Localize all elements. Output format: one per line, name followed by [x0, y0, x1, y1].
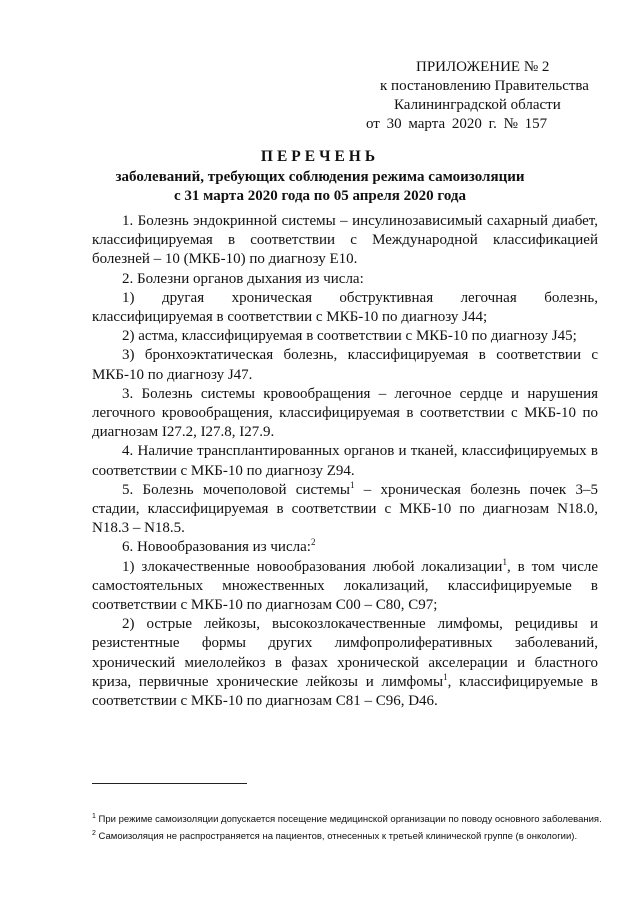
- item-5-text-a: 5. Болезнь мочеполовой системы: [122, 481, 350, 498]
- footnote-1-text: При режиме самоизоляции допускается посещение медицинской организации по поводу основного заболевания.: [95, 814, 602, 826]
- appendix-resolution: к постановлению Правительства: [380, 78, 589, 94]
- item-6-text: 6. Новообразования из числа:: [122, 539, 311, 556]
- item-5: [92, 481, 598, 539]
- item-6-1: [92, 558, 598, 616]
- document-subtitle: [0, 168, 640, 206]
- item-6: [92, 538, 598, 557]
- footnote-divider: [92, 783, 247, 784]
- item-4: 4. Наличие трансплантированных органов и тканей, классифицируемых в соответствии с МКБ-10 по диагнозу Z94.: [92, 443, 598, 479]
- item-2-1: 1) другая хроническая обструктивная легочная болезнь, классифицируемая в соответствии с МКБ-10 по диагнозу J44;: [92, 289, 598, 326]
- item-2-2: 2) астма, классифицируемая в соответствии с МКБ-10 по диагнозу J45;: [122, 328, 577, 345]
- footnote-ref: 1: [443, 671, 448, 682]
- footnote-1: [92, 811, 602, 827]
- footnote-2: [92, 828, 602, 844]
- document-title: ПЕРЕЧЕНЬ: [260, 148, 380, 165]
- appendix-region: Калининградской области: [394, 97, 561, 113]
- footnote-ref: 1: [349, 479, 355, 490]
- item-3: 3. Болезнь системы кровообращения – легочное сердце и нарушения легочного кровообращения, классифицируемая в соответствии с МКБ-10 по диагнозам I27.2, I27.8, I27.9.: [92, 385, 598, 441]
- footnote-ref: 2: [310, 537, 316, 548]
- item-6-2-text-b: , классифицируемые в соответствии с МКБ-10 по диагнозам С81 – С96, D46.: [92, 673, 599, 710]
- footnote-ref: 1: [502, 556, 507, 567]
- subtitle-line-2: с 31 марта 2020 года по 05 апреля 2020 года: [173, 188, 467, 204]
- item-6-1-text-a: 1) злокачественные новообразования любой локализации: [122, 558, 503, 575]
- footnote-1-mark: 1: [92, 813, 96, 820]
- appendix-date: от 30 марта 2020 г. № 157: [366, 116, 548, 132]
- subtitle-line-1: заболеваний, требующих соблюдения режима самоизоляции: [115, 169, 525, 185]
- footnote-2-text: Самоизоляция не распространяется на пациентов, отнесенных к третьей клинической группе (в онкологии).: [95, 830, 578, 842]
- appendix-header: [360, 58, 610, 134]
- document-body: [92, 212, 598, 711]
- appendix-number: ПРИЛОЖЕНИЕ № 2: [416, 59, 550, 75]
- item-6-2: [92, 615, 598, 711]
- item-2-3: 3) бронхоэктатическая болезнь, классифицируемая в соответствии с МКБ-10 по диагнозу J47.: [92, 347, 598, 383]
- item-6-2-text-a: 2) острые лейкозы, высокозлокачественные лимфомы, рецидивы и резистентные формы других лимфопролиферативных заболеваний, хронический миелолейкоз в фазах хронической акселерации и бластного криза, первичные хронические лейкозы и лимфомы: [92, 616, 598, 690]
- item-2: 2. Болезни органов дыхания из числа:: [122, 270, 364, 287]
- footnotes: [92, 811, 602, 843]
- item-5-text-b: – хроническая болезнь почек 3–5 стадии, классифицируемая в соответствии с МКБ-10 по диагнозам N18.0, N18.3 – N18.5.: [92, 481, 598, 537]
- item-6-1-text-b: , в том числе самостоятельных множественных локализаций, классифицируемые в соответствии с МКБ-10 по диагнозам С00 – С80, С97;: [92, 558, 598, 614]
- item-1: 1. Болезнь эндокринной системы – инсулинозависимый сахарный диабет, классифицируемая в соответствии с Международной классификацией болезней – 10 (МКБ-10) по диагнозу Е10.: [92, 213, 598, 268]
- footnote-2-mark: 2: [92, 829, 96, 837]
